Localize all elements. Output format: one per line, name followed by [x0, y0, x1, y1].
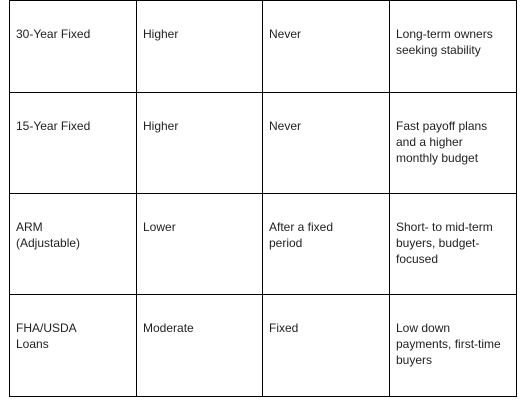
cell-text: ARM (Adjustable)	[16, 220, 81, 250]
table-row	[10, 194, 517, 295]
table-cell	[263, 93, 390, 194]
table-cell	[263, 1, 390, 93]
cell-text: 30-Year Fixed	[16, 27, 91, 41]
table-cell	[137, 295, 263, 397]
table-cell	[263, 295, 390, 397]
table-cell	[263, 194, 390, 295]
cell-text: Higher	[143, 119, 179, 133]
cell-text: Never	[269, 27, 302, 41]
table-cell	[137, 194, 263, 295]
table-cell	[10, 1, 137, 93]
cell-text: Low down payments, first-time buyers	[396, 321, 501, 367]
cell-text: Fast payoff plans and a higher monthly budget	[396, 119, 488, 165]
table-cell	[137, 93, 263, 194]
table-cell	[390, 93, 517, 194]
cell-text: Long-term owners seeking stability	[396, 27, 493, 57]
table-row	[10, 1, 517, 93]
table-cell	[390, 1, 517, 93]
table-cell	[390, 194, 517, 295]
loan-comparison-table	[9, 0, 517, 397]
cell-text: Higher	[143, 27, 179, 41]
cell-text: Moderate	[143, 321, 194, 335]
cell-text: FHA/USDA Loans	[16, 321, 77, 351]
cell-text: Never	[269, 119, 302, 133]
cell-text: Lower	[143, 220, 176, 234]
table-cell	[10, 295, 137, 397]
table-cell	[10, 93, 137, 194]
table-cell	[137, 1, 263, 93]
table-row	[10, 93, 517, 194]
cell-text: 15-Year Fixed	[16, 119, 91, 133]
table-cell	[10, 194, 137, 295]
table-cell	[390, 295, 517, 397]
table-row	[10, 295, 517, 397]
cell-text: Fixed	[269, 321, 299, 335]
cell-text: Short- to mid-term buyers, budget-focused	[396, 220, 493, 266]
cell-text: After a fixed period	[269, 220, 334, 250]
